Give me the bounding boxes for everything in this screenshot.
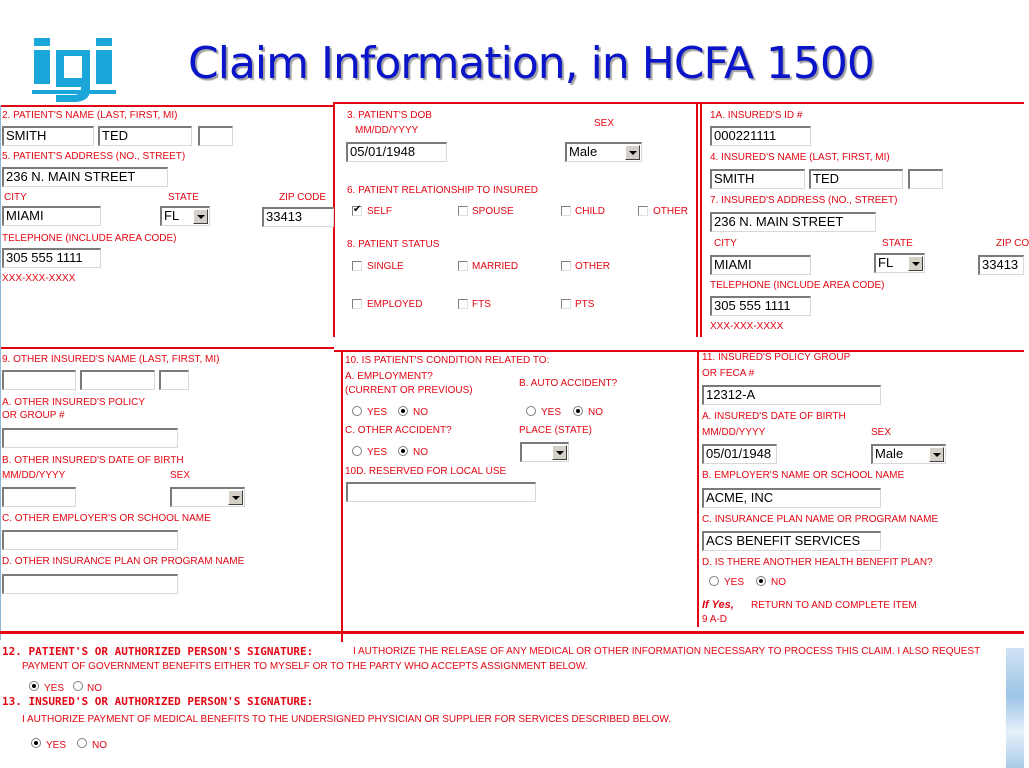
employment-label-2: (CURRENT OR PREVIOUS) (345, 385, 473, 396)
place-state-select[interactable] (520, 442, 569, 462)
patient-city-input[interactable]: MIAMI (2, 206, 101, 226)
sig12-title: 12. PATIENT'S OR AUTHORIZED PERSON'S SIGNATURE: (2, 645, 314, 658)
insured-phone-format: XXX-XXX-XXXX (710, 321, 784, 332)
other-insured-last-input[interactable] (2, 370, 76, 390)
policy-group-input[interactable]: 12312-A (702, 385, 881, 405)
status-married-label: MARRIED (472, 261, 519, 272)
status-single-checkbox[interactable] (352, 261, 362, 271)
patient-status-label: 8. PATIENT STATUS (347, 239, 440, 250)
rel-other-label: OTHER (653, 206, 688, 217)
other-insured-mi-input[interactable] (159, 370, 189, 390)
other-sex-label: SEX (170, 470, 191, 481)
insured-city-label: CITY (714, 238, 737, 249)
patient-city-label: CITY (4, 192, 27, 203)
other-dob-input[interactable] (2, 487, 76, 507)
patient-dob-input[interactable]: 05/01/1948 (346, 142, 447, 162)
chevron-down-icon[interactable] (625, 145, 640, 160)
other-acc-yes-label: YES (367, 447, 388, 458)
other-policy-label-2: OR GROUP # (2, 410, 65, 421)
status-other-checkbox[interactable] (561, 261, 571, 271)
chevron-down-icon[interactable] (193, 209, 208, 224)
background-image (1006, 648, 1024, 768)
patient-address-label: 5. PATIENT'S ADDRESS (NO., STREET) (2, 151, 186, 162)
plan-name-input[interactable]: ACS BENEFIT SERVICES (702, 531, 881, 551)
insured-dob-format: MM/DD/YYYY (702, 427, 766, 438)
condition-label: 10. IS PATIENT'S CONDITION RELATED TO: (345, 355, 550, 366)
employment-no-label: NO (413, 407, 428, 418)
insured-sex-select[interactable] (871, 444, 946, 464)
other-insured-name-label: 9. OTHER INSURED'S NAME (LAST, FIRST, MI) (2, 354, 220, 365)
sig12-text: I AUTHORIZE THE RELEASE OF ANY MEDICAL OR OTHER INFORMATION NECESSARY TO PROCESS THIS CLAIM. I ALSO REQUEST (353, 646, 981, 657)
divider (334, 350, 1024, 352)
status-pts-label: PTS (575, 299, 595, 310)
sig13-yes-radio[interactable] (31, 738, 41, 748)
patient-name-label: 2. PATIENT'S NAME (LAST, FIRST, MI) (2, 110, 178, 121)
policy-group-label-2: OR FECA # (702, 368, 755, 379)
insured-mi-input[interactable] (908, 169, 943, 189)
divider (700, 102, 702, 337)
logo-icon (30, 32, 126, 102)
rel-self-label: SELF (367, 206, 393, 217)
policy-group-label: 11. INSURED'S POLICY GROUP (702, 352, 851, 363)
insured-street-input[interactable]: 236 N. MAIN STREET (710, 212, 876, 232)
other-acc-no-label: NO (413, 447, 428, 458)
divider (0, 347, 334, 349)
employment-no-radio[interactable] (398, 406, 408, 416)
place-state-label: PLACE (STATE) (519, 425, 592, 436)
auto-accident-label: B. AUTO ACCIDENT? (519, 378, 618, 389)
other-insured-first-input[interactable] (80, 370, 155, 390)
divider (334, 102, 1024, 104)
patient-sex-value: Male (569, 144, 598, 159)
sig13-no-radio[interactable] (77, 738, 87, 748)
patient-first-name-input[interactable]: TED (98, 126, 192, 146)
other-dob-format: MM/DD/YYYY (2, 470, 66, 481)
insured-id-input[interactable]: 000221111 (710, 126, 811, 146)
insured-address-label: 7. INSURED'S ADDRESS (NO., STREET) (710, 195, 898, 206)
patient-sex-label: SEX (594, 118, 615, 129)
chevron-down-icon[interactable] (908, 256, 923, 271)
other-policy-input[interactable] (2, 428, 178, 448)
patient-state-select[interactable] (160, 206, 210, 226)
relationship-label: 6. PATIENT RELATIONSHIP TO INSURED (347, 185, 538, 196)
sig12-yes-radio[interactable] (29, 681, 39, 691)
rel-child-checkbox[interactable] (561, 206, 571, 216)
patient-zip-input[interactable]: 33413 (262, 207, 334, 227)
auto-yes-radio[interactable] (526, 406, 536, 416)
insured-city-input[interactable]: MIAMI (710, 255, 811, 275)
other-employer-input[interactable] (2, 530, 178, 550)
divider (0, 631, 1024, 634)
sig12-yes-label: YES (44, 683, 65, 694)
sig13-no-label: NO (92, 740, 107, 751)
employment-yes-radio[interactable] (352, 406, 362, 416)
item-ref-text: 9 A-D (702, 614, 728, 625)
another-plan-yes-radio[interactable] (709, 576, 719, 586)
sig13-yes-label: YES (46, 740, 67, 751)
reserved-label: 10D. RESERVED FOR LOCAL USE (345, 466, 507, 477)
insured-last-name-input[interactable]: SMITH (710, 169, 805, 189)
insured-state-label: STATE (882, 238, 913, 249)
divider (0, 105, 334, 107)
status-employed-label: EMPLOYED (367, 299, 423, 310)
insured-zip-label: ZIP CO (996, 238, 1029, 249)
insured-dob-input[interactable]: 05/01/1948 (702, 444, 777, 464)
if-yes-text: If Yes, (702, 599, 734, 611)
patient-sex-select[interactable] (565, 142, 642, 162)
status-married-checkbox[interactable] (458, 261, 468, 271)
another-plan-no-radio[interactable] (756, 576, 766, 586)
sig12-no-label: NO (87, 683, 102, 694)
plan-name-label: C. INSURANCE PLAN NAME OR PROGRAM NAME (702, 514, 939, 525)
status-employed-checkbox[interactable] (352, 299, 362, 309)
employer-input[interactable]: ACME, INC (702, 488, 881, 508)
patient-state-label: STATE (168, 192, 199, 203)
patient-dob-label: 3. PATIENT'S DOB (347, 110, 432, 121)
insured-first-name-input[interactable]: TED (809, 169, 903, 189)
insured-state-select[interactable] (874, 253, 925, 273)
insured-state-value: FL (878, 255, 894, 270)
insured-id-label: 1A. INSURED'S ID # (710, 110, 803, 121)
auto-no-radio[interactable] (573, 406, 583, 416)
patient-phone-input[interactable]: 305 555 1111 (2, 248, 101, 268)
insured-phone-input[interactable]: 305 555 1111 (710, 296, 811, 316)
patient-state-value: FL (164, 208, 180, 223)
rel-spouse-checkbox[interactable] (458, 206, 468, 216)
another-plan-no-label: NO (771, 577, 786, 588)
other-sex-select[interactable] (170, 487, 245, 507)
divider (696, 102, 698, 337)
chevron-down-icon[interactable] (228, 490, 243, 505)
rel-self-checkbox[interactable] (352, 206, 362, 216)
patient-phone-format: XXX-XXX-XXXX (2, 273, 76, 284)
patient-last-name-input[interactable]: SMITH (2, 126, 94, 146)
sig13-text: I AUTHORIZE PAYMENT OF MEDICAL BENEFITS TO THE UNDERSIGNED PHYSICIAN OR SUPPLIER FOR SERVICES DESCRIBED BELOW. (22, 714, 672, 725)
reserved-input[interactable] (346, 482, 536, 502)
sig13-title: 13. INSURED'S OR AUTHORIZED PERSON'S SIGNATURE: (2, 695, 314, 708)
status-pts-checkbox[interactable] (561, 299, 571, 309)
other-acc-yes-radio[interactable] (352, 446, 362, 456)
auto-no-label: NO (588, 407, 603, 418)
insured-sex-value: Male (875, 446, 904, 461)
employment-label: A. EMPLOYMENT? (345, 371, 433, 382)
divider (0, 105, 1, 640)
other-dob-label: B. OTHER INSURED'S DATE OF BIRTH (2, 455, 184, 466)
sig12-text-2: PAYMENT OF GOVERNMENT BENEFITS EITHER TO MYSELF OR TO THE PARTY WHO ACCEPTS ASSIGNMENT BELOW. (22, 661, 588, 672)
auto-yes-label: YES (541, 407, 562, 418)
chevron-down-icon[interactable] (929, 447, 944, 462)
other-plan-label: D. OTHER INSURANCE PLAN OR PROGRAM NAME (2, 556, 245, 567)
divider (697, 352, 699, 627)
chevron-down-icon[interactable] (552, 445, 567, 460)
other-accident-label: C. OTHER ACCIDENT? (345, 425, 452, 436)
insured-zip-input[interactable]: 33413 (978, 255, 1024, 275)
insured-name-label: 4. INSURED'S NAME (LAST, FIRST, MI) (710, 152, 890, 163)
other-plan-input[interactable] (2, 574, 178, 594)
status-other-label: OTHER (575, 261, 610, 272)
rel-other-checkbox[interactable] (638, 206, 648, 216)
rel-spouse-label: SPOUSE (472, 206, 514, 217)
status-single-label: SINGLE (367, 261, 404, 272)
another-plan-label: D. IS THERE ANOTHER HEALTH BENEFIT PLAN? (702, 557, 933, 568)
return-text: RETURN TO AND COMPLETE ITEM (751, 600, 917, 611)
employer-label: B. EMPLOYER'S NAME OR SCHOOL NAME (702, 470, 905, 481)
other-acc-no-radio[interactable] (398, 446, 408, 456)
patient-mi-input[interactable] (198, 126, 233, 146)
page-title: Claim Information, in HCFA 1500 (188, 38, 874, 89)
another-plan-yes-label: YES (724, 577, 745, 588)
employment-yes-label: YES (367, 407, 388, 418)
status-fts-label: FTS (472, 299, 491, 310)
insured-phone-label: TELEPHONE (INCLUDE AREA CODE) (710, 280, 885, 291)
patient-dob-format: MM/DD/YYYY (355, 125, 419, 136)
patient-street-input[interactable]: 236 N. MAIN STREET (2, 167, 168, 187)
patient-phone-label: TELEPHONE (INCLUDE AREA CODE) (2, 233, 177, 244)
insured-sex-label: SEX (871, 427, 892, 438)
divider (341, 352, 343, 642)
other-employer-label: C. OTHER EMPLOYER'S OR SCHOOL NAME (2, 513, 211, 524)
rel-child-label: CHILD (575, 206, 606, 217)
status-fts-checkbox[interactable] (458, 299, 468, 309)
sig12-no-radio[interactable] (73, 681, 83, 691)
insured-dob-label: A. INSURED'S DATE OF BIRTH (702, 411, 846, 422)
other-policy-label: A. OTHER INSURED'S POLICY (2, 397, 146, 408)
logo (30, 32, 126, 102)
patient-zip-label: ZIP CODE (279, 192, 327, 203)
